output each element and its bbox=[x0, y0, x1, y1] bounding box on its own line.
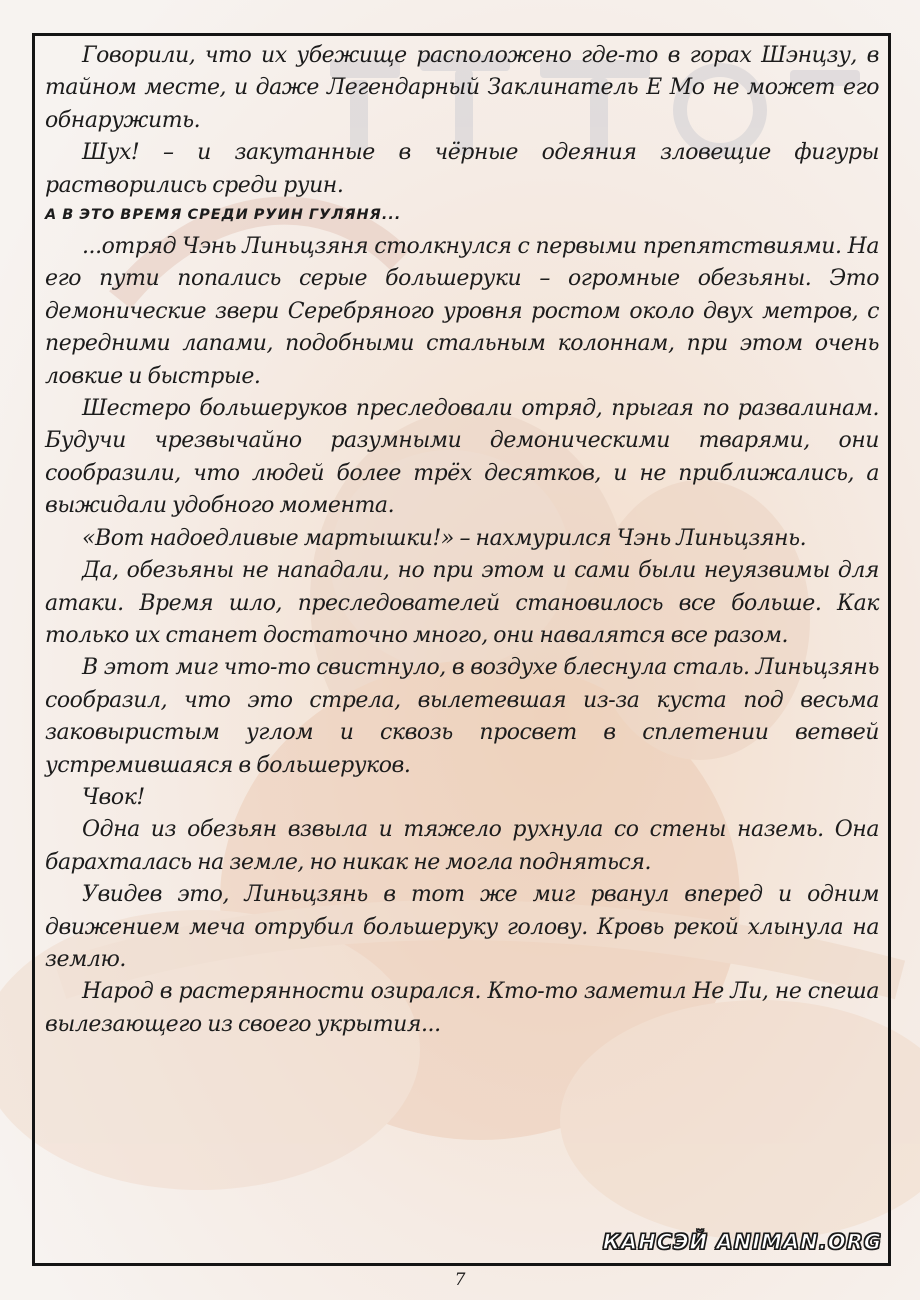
section-subheading: А В ЭТО ВРЕМЯ СРЕДИ РУИН ГУЛЯНЯ... bbox=[45, 207, 402, 224]
paragraph: Чвок! bbox=[82, 784, 145, 810]
paragraph: Да, обезьяны не нападали, но при этом и сами были неуязвимы для атаки. Время шло, преследователей становилось все больше. Как только их станет достаточно много, они навалятся все разом. bbox=[45, 558, 879, 648]
page-number: 7 bbox=[454, 1270, 466, 1290]
paragraph: Увидев это, Линьцзянь в тот же миг рванул вперед и одним движением меча отрубил большеруку голову. Кровь рекой хлынула на землю. bbox=[45, 882, 879, 972]
paragraph: Народ в растерянности озирался. Кто-то заметил Не Ли, не спеша вылезающего из своего укрытия... bbox=[45, 979, 879, 1037]
paragraph: «Вот надоедливые мартышки!» – нахмурился Чэнь Линьцзянь. bbox=[82, 525, 807, 551]
paragraph: Говорили, что их убежище расположено где-то в горах Шэнцзу, в тайном месте, и даже Легендарный Заклинатель Е Мо не может его обнаружить. bbox=[45, 43, 879, 133]
paragraph: Шух! – и закутанные в чёрные одеяния зловещие фигуры растворились среди руин. bbox=[45, 140, 879, 198]
paragraph: ...отряд Чэнь Линьцзяня столкнулся с первыми препятствиями. На его пути попались серые большеруки – огромные обезьяны. Это демонические звери Серебряного уровня ростом около двух метров, с передними лапами, подобными стальным колоннам, при этом очень ловкие и быстрые. bbox=[45, 234, 879, 389]
story-text bbox=[45, 40, 879, 1041]
paragraph: Одна из обезьян взвыла и тяжело рухнула со стены наземь. Она барахталась на земле, но никак не могла подняться. bbox=[45, 817, 879, 875]
paragraph: Шестеро большеруков преследовали отряд, прыгая по развалинам. Будучи чрезвычайно разумными демоническими тварями, они сообразили, что людей более трёх десятков, и не приближались, а выжидали удобного момента. bbox=[45, 396, 879, 519]
translator-credit: КАНСЭЙ ANIMAN.ORG bbox=[602, 1230, 882, 1254]
paragraph: В этот миг что-то свистнуло, в воздухе блеснула сталь. Линьцзянь сообразил, что это стрела, вылетевшая из-за куста под весьма заковыристым углом и сквозь просвет в сплетении ветвей устремившаяся в большеруков. bbox=[45, 655, 879, 778]
